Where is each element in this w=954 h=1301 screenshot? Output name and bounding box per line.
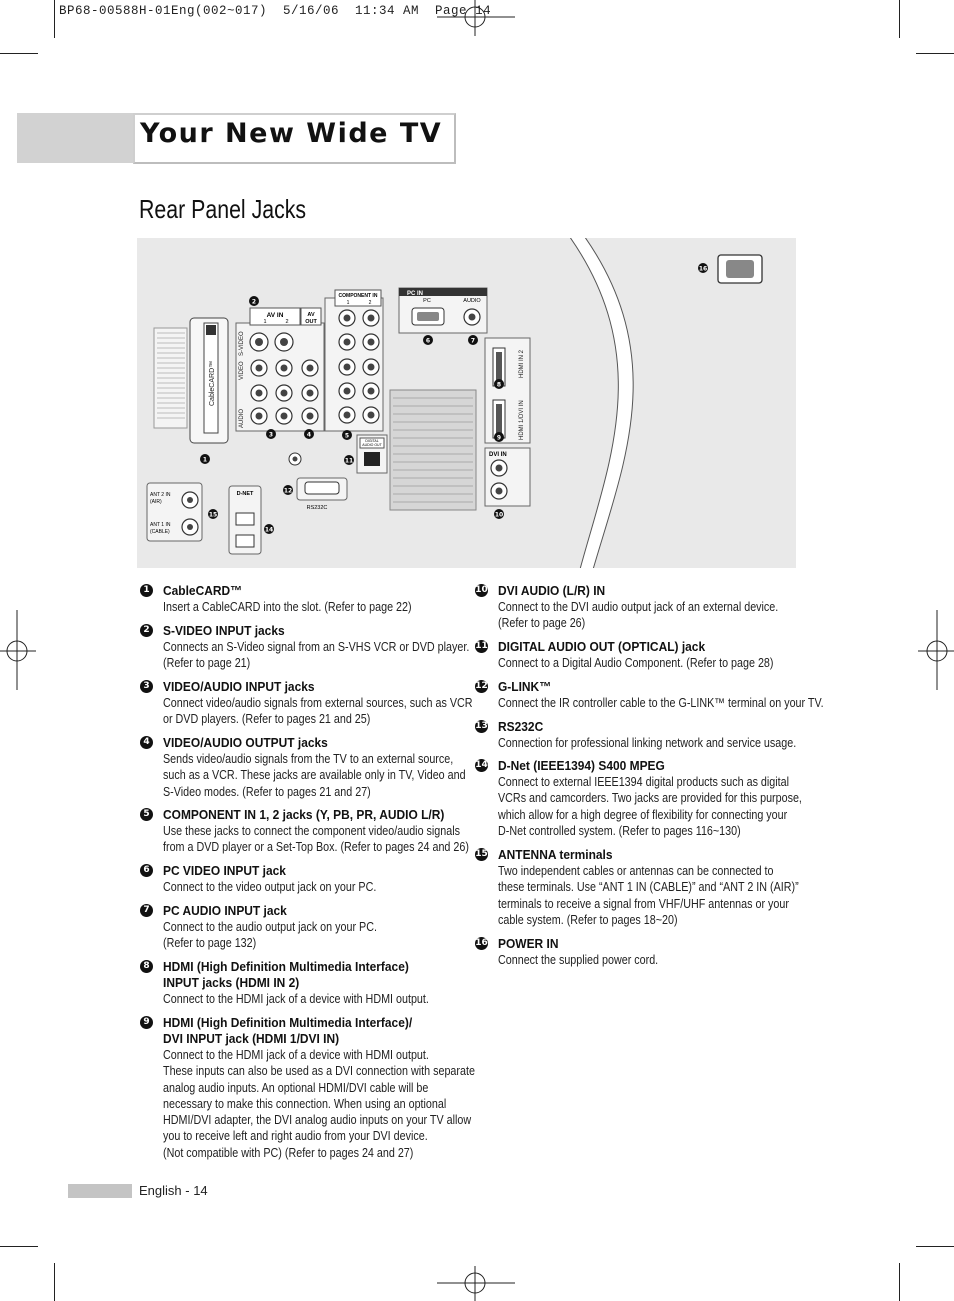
svg-text:RS232C: RS232C — [306, 505, 328, 511]
svg-text:S-VIDEO: S-VIDEO — [239, 331, 245, 356]
svg-text:ANT 2 IN: ANT 2 IN — [150, 492, 171, 498]
svg-text:D-NET: D-NET — [236, 491, 254, 497]
footer-accent-bar — [68, 1184, 132, 1198]
item-heading: D-Net (IEEE1394) S400 MPEG — [498, 758, 665, 773]
item-heading: VIDEO/AUDIO INPUT jacks — [163, 679, 315, 694]
svg-text:(CABLE): (CABLE) — [150, 529, 170, 535]
svg-text:2: 2 — [368, 300, 372, 306]
item-heading: VIDEO/AUDIO OUTPUT jacks — [163, 735, 328, 750]
svg-text:AUDIO OUT: AUDIO OUT — [362, 443, 382, 447]
crop-mark — [916, 53, 954, 54]
registration-mark-top — [437, 0, 517, 36]
svg-text:PC IN: PC IN — [407, 291, 424, 297]
item-description: Connect to a Digital Audio Component. (Refer to page 28) — [498, 656, 774, 670]
item-description: Connect to the HDMI jack of a device with HDMI output. — [163, 992, 429, 1006]
item-number: 1 — [140, 584, 153, 597]
svg-text:1: 1 — [202, 456, 208, 464]
item-heading: S-VIDEO INPUT jacks — [163, 623, 285, 638]
svg-text:1: 1 — [263, 319, 267, 325]
svg-text:AUDIO: AUDIO — [239, 408, 245, 428]
item-description: Connect the IR controller cable to the G-LINK™ terminal on your TV. — [498, 696, 824, 710]
item-number: 16 — [475, 938, 488, 948]
item-description: Connect video/audio signals from external sources, such as VCR or DVD players. (Refer to pages 21 and 25) — [163, 696, 473, 727]
registration-mark-left — [0, 610, 36, 690]
svg-text:6: 6 — [425, 337, 431, 345]
registration-mark-bottom — [437, 1266, 517, 1301]
item-heading: POWER IN — [498, 936, 559, 951]
item-heading: CableCARD™ — [163, 583, 243, 598]
svg-text:AV IN: AV IN — [266, 312, 284, 319]
svg-text:16: 16 — [698, 265, 708, 273]
item-number: 14 — [475, 760, 488, 770]
item-heading: PC VIDEO INPUT jack — [163, 863, 286, 878]
page-number: English - 14 — [139, 1183, 208, 1198]
svg-text:1: 1 — [346, 300, 350, 306]
svg-text:8: 8 — [496, 381, 502, 389]
svg-text:HDMI 1/DVI IN: HDMI 1/DVI IN — [519, 400, 525, 440]
svg-text:COMPONENT IN: COMPONENT IN — [338, 293, 378, 299]
item-description: Connect the supplied power cord. — [498, 953, 659, 967]
svg-text:DIGITAL: DIGITAL — [365, 439, 379, 443]
svg-text:AUDIO: AUDIO — [463, 298, 481, 304]
item-number: 7 — [140, 904, 153, 917]
item-description: Connect to the audio output jack on your PC. (Refer to page 132) — [163, 920, 377, 951]
item-description: Connect to the video output jack on your PC. — [163, 880, 377, 894]
svg-text:DVI IN: DVI IN — [489, 452, 507, 458]
svg-text:CableCARD™: CableCARD™ — [209, 360, 216, 406]
item-number: 2 — [140, 624, 153, 637]
crop-mark — [0, 1246, 38, 1247]
item-number: 13 — [475, 721, 488, 731]
print-header: BP68-00588H-01Eng(002~017) 5/16/06 11:34 AM Page 14 — [59, 4, 492, 18]
crop-mark — [54, 1263, 55, 1301]
item-number: 15 — [475, 849, 488, 859]
crop-mark — [899, 1263, 900, 1301]
svg-text:OUT: OUT — [305, 319, 317, 325]
svg-text:10: 10 — [494, 511, 504, 519]
item-number: 4 — [140, 736, 153, 749]
item-heading: COMPONENT IN 1, 2 jacks (Y, PB, PR, AUDIO L/R) — [163, 807, 445, 822]
svg-text:15: 15 — [208, 511, 218, 519]
crop-mark — [899, 0, 900, 38]
item-number: 8 — [140, 960, 153, 973]
svg-text:14: 14 — [264, 526, 274, 534]
item-heading: DIGITAL AUDIO OUT (OPTICAL) jack — [498, 639, 706, 654]
item-number: 12 — [475, 681, 488, 691]
svg-text:3: 3 — [268, 431, 274, 439]
svg-text:12: 12 — [283, 487, 293, 495]
item-heading: DVI AUDIO (L/R) IN — [498, 583, 606, 598]
svg-text:2: 2 — [251, 298, 257, 306]
item-heading: HDMI (High Definition Multimedia Interface)/ DVI INPUT jack (HDMI 1/DVI IN) — [163, 1015, 413, 1047]
svg-text:2: 2 — [285, 319, 289, 325]
page-title: Your New Wide TV — [140, 118, 443, 149]
item-number: 3 — [140, 680, 153, 693]
svg-text:9: 9 — [496, 434, 502, 442]
svg-text:AV: AV — [307, 312, 315, 318]
crop-mark — [916, 1246, 954, 1247]
svg-text:5: 5 — [344, 432, 350, 440]
item-description: Connect to the DVI audio output jack of an external device. (Refer to page 26) — [498, 600, 779, 631]
item-number: 6 — [140, 864, 153, 877]
svg-text:ANT 1 IN: ANT 1 IN — [150, 522, 171, 528]
section-title: Rear Panel Jacks — [139, 194, 307, 224]
registration-mark-right — [918, 610, 954, 690]
item-description: Two independent cables or antennas can be connected to these terminals. Use “ANT 1 IN (CABLE)” and “ANT 2 IN (AIR)” terminals to receive a signal from VHF/UHF antennas or your cable system. (Refer to pages 18~20) — [498, 864, 799, 927]
item-description: Use these jacks to connect the component video/audio signals from a DVD player or a Set-Top Box. (Refer to pages 24 and 26) — [163, 824, 469, 855]
item-number: 10 — [475, 585, 488, 595]
item-heading: PC AUDIO INPUT jack — [163, 903, 287, 918]
item-description: Connection for professional linking network and service usage. — [498, 736, 797, 750]
rear-panel-diagram — [137, 238, 796, 568]
svg-text:HDMI IN 2: HDMI IN 2 — [519, 349, 525, 378]
item-description: Insert a CableCARD into the slot. (Refer to page 22) — [163, 600, 412, 614]
item-description: Connect to external IEEE1394 digital products such as digital VCRs and camcorders. Two jacks are provided for this purpose, which allow for a high degree of flexibility for connecting your D-Net controlled system. (Refer to pages 116~130) — [498, 775, 802, 838]
svg-text:(AIR): (AIR) — [150, 499, 162, 505]
crop-mark — [0, 53, 38, 54]
item-heading: G-LINK™ — [498, 679, 552, 694]
svg-text:PC: PC — [423, 298, 431, 304]
item-heading: ANTENNA terminals — [498, 847, 613, 862]
item-description: Connect to the HDMI jack of a device with HDMI output. These inputs can also be used as a DVI connection with separate analog audio inputs. An optional HDMI/DVI cable will be necessary to make this connection. When using an optional HDMI/DVI adapter, the DVI analog audio inputs on your TV allow you to receive left and right audio from your DVI device. (Not compatible with PC) (Refer to pages 24 and 27) — [163, 1048, 475, 1160]
svg-text:VIDEO: VIDEO — [239, 361, 245, 380]
item-description: Sends video/audio signals from the TV to an external source, such as a VCR. These jacks are available only in TV, Video and S-Video modes. (Refer to pages 21 and 27) — [163, 752, 466, 799]
item-heading: HDMI (High Definition Multimedia Interface) INPUT jacks (HDMI IN 2) — [163, 959, 409, 991]
crop-mark — [54, 0, 55, 38]
title-accent-bar — [17, 113, 135, 163]
item-description: Connects an S-Video signal from an S-VHS VCR or DVD player. (Refer to page 21) — [163, 640, 470, 671]
item-number: 9 — [140, 1016, 153, 1029]
item-number: 5 — [140, 808, 153, 821]
svg-text:11: 11 — [344, 457, 354, 465]
item-heading: RS232C — [498, 719, 544, 734]
svg-text:4: 4 — [306, 431, 312, 439]
svg-text:7: 7 — [470, 337, 476, 345]
item-number: 11 — [475, 641, 488, 651]
